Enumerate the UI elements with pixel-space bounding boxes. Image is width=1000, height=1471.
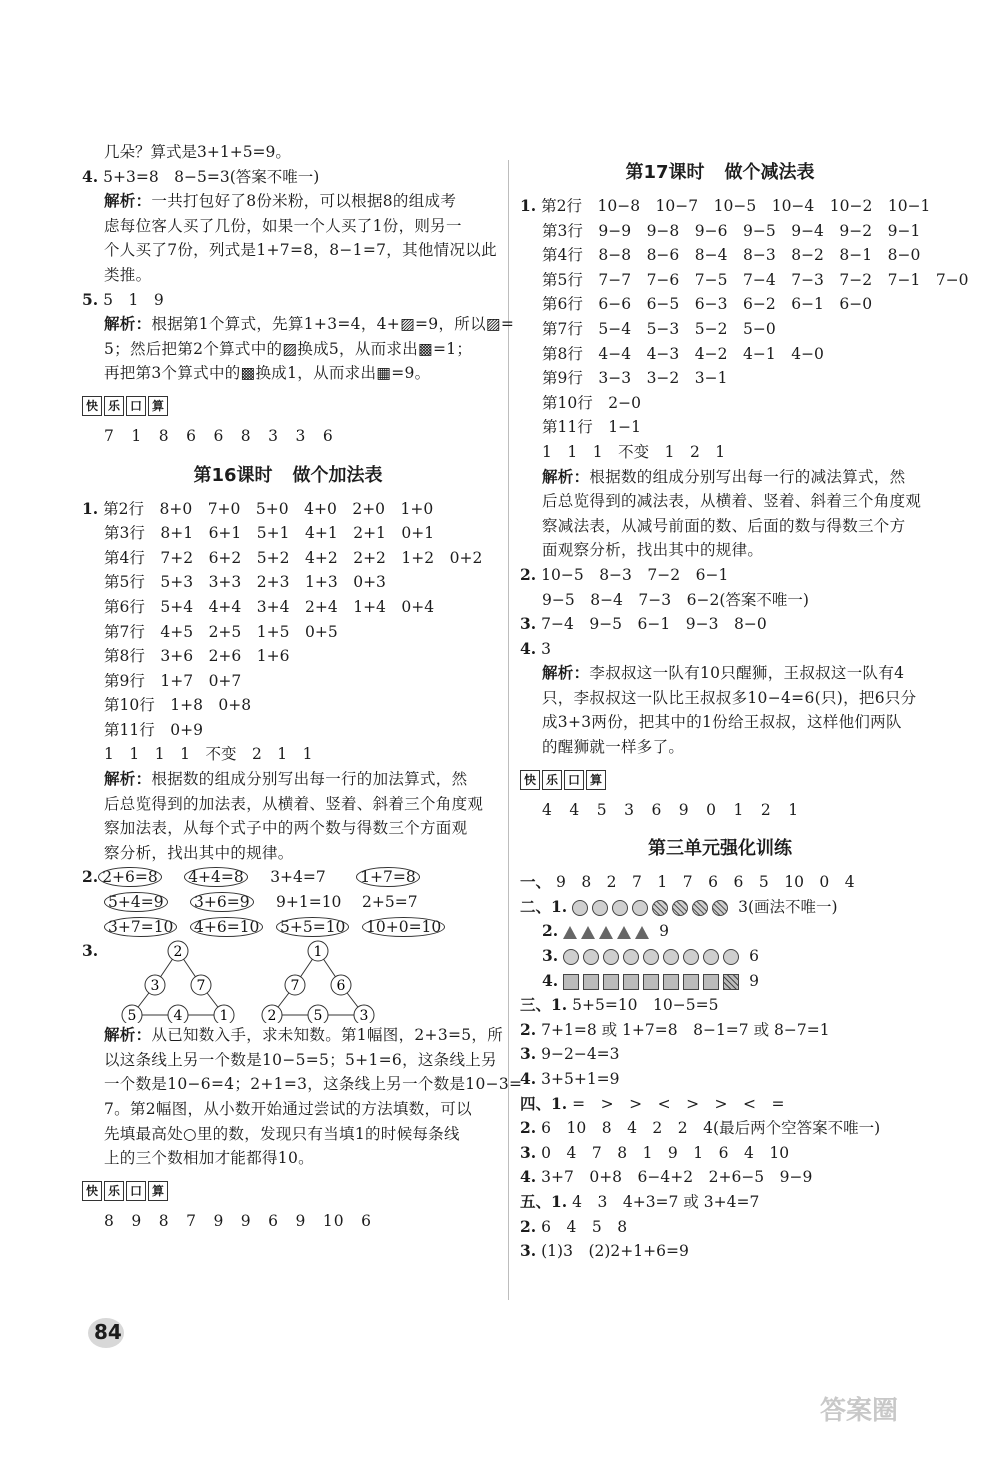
unit-answer-line: [520, 944, 920, 969]
label-char: 口: [126, 1181, 146, 1201]
analysis-label: 解析：: [542, 466, 590, 486]
question-number: 3.: [520, 1241, 537, 1261]
answer-text: = > > < > > < =: [572, 1094, 785, 1113]
equation-row: [82, 865, 494, 890]
left-column: [82, 140, 523, 1233]
analysis-line: 察分析，找出其中的规律。: [104, 843, 294, 862]
circle-shape: [703, 949, 719, 965]
table-row: 第3行 8+1 6+1 5+1 4+1 2+1 0+1: [104, 524, 435, 543]
square-shape: [683, 974, 699, 990]
circle-shape: [683, 949, 699, 965]
analysis-line: 虑每位客人买了几份，如果一个人买了1份，则另一: [104, 216, 462, 235]
answer-row: 1 1 1 1 不变 2 1 1: [104, 745, 313, 764]
question-number: 1.: [82, 498, 99, 518]
answer-text: 3+5+1=9: [541, 1070, 620, 1088]
kuaile-kousuan-label: [82, 1181, 494, 1205]
question-number: 4.: [520, 1167, 537, 1187]
unit-answer-line: [520, 969, 920, 994]
unit-answer-line: [520, 919, 920, 944]
answer-text: 7+1=8 或 1+7=8 8−1=7 或 8−7=1: [541, 1020, 830, 1039]
unit-answer-line: [520, 1239, 920, 1264]
unit-answer-line: [520, 870, 920, 895]
question-number: 三、1.: [520, 995, 568, 1015]
answer-text: 0 4 7 8 1 9 1 6 4 10: [541, 1143, 790, 1162]
answer-text: (1)3 (2)2+1+6=9: [541, 1242, 689, 1261]
analysis-line: 根据数的组成分别写出每一行的减法算式，然: [589, 467, 906, 486]
circle-shape: [643, 949, 659, 965]
analysis-line: 后总览得到的加法表，从横着、竖着、斜着三个角度观: [104, 794, 484, 813]
answer-text: 9: [749, 971, 759, 990]
equation: 9+1=10: [276, 893, 342, 912]
answer-text: 3: [541, 639, 551, 658]
answer-text: 10−5 8−3 7−2 6−1: [541, 565, 729, 584]
unit-answer-line: [520, 1042, 920, 1067]
answer-text: 6 10 8 4 2 2 4(最后两个空答案不唯一): [541, 1119, 881, 1138]
shape-drawing: [563, 974, 739, 990]
analysis-label: 解析：: [104, 314, 152, 334]
tree-node-number: 1: [219, 1008, 229, 1024]
circled-equation: 5+4=9: [104, 892, 168, 912]
number-triangle-diagrams: [104, 939, 484, 1023]
answer-text: 4 3 4+3=7 或 3+4=7: [572, 1192, 760, 1211]
circled-equation: 4+4=8: [184, 867, 248, 887]
analysis-line: 个人买了7份，列式是1+7=8，8−1=7，其他情况以此: [104, 241, 497, 260]
analysis-label: 解析：: [104, 191, 152, 211]
table-row: 第11行 1−1: [542, 418, 641, 437]
unit-answer-line: [520, 1018, 920, 1043]
square-shape: [723, 974, 739, 990]
circle-shape: [663, 949, 679, 965]
square-shape: [583, 974, 599, 990]
circled-equation: 10+0=10: [362, 917, 445, 937]
table-row: 第8行 4−4 4−3 4−2 4−1 4−0: [542, 344, 824, 363]
label-char: 算: [148, 1181, 168, 1201]
table-row: 第4行 8−8 8−6 8−4 8−3 8−2 8−1 8−0: [542, 246, 921, 265]
circle-shape: [623, 949, 639, 965]
analysis-line: 面观察分析，找出其中的规律。: [542, 541, 764, 560]
tree-node-number: 3: [150, 978, 160, 995]
equation-row: [82, 915, 494, 940]
analysis-line: 从已知数入手，求未知数。第1幅图，2+3=5，所: [151, 1026, 504, 1045]
table-row: 第9行 1+7 0+7: [104, 671, 242, 690]
analysis-block: [82, 767, 494, 865]
triangle-shape: [635, 926, 649, 939]
unit-answer-line: [520, 1116, 920, 1141]
unit-answer-line: [520, 1067, 920, 1092]
question-3-block: [82, 939, 494, 1023]
analysis-block: [520, 465, 920, 563]
equation: 3+4=7: [270, 868, 326, 887]
analysis-line: 7。第2幅图，从小数开始通过尝试的方法填数，可以: [104, 1100, 472, 1118]
analysis-line: 再把第3个算式中的▩换成1，从而求出▦=9。: [104, 364, 431, 383]
kousuan-answers: 4 4 5 3 6 9 0 1 2 1: [542, 800, 800, 819]
question-number: 4.: [520, 638, 537, 658]
question-number: 2.: [520, 1216, 537, 1236]
analysis-line: 类推。: [104, 265, 152, 284]
table-row: 第2行 10−8 10−7 10−5 10−4 10−2 10−1: [541, 197, 931, 215]
analysis-line: 一个数是10−6=4；2+1=3，这条线上另一个数是10−3=: [104, 1075, 523, 1094]
analysis-label: 解析：: [104, 769, 152, 789]
circle-shape: [612, 900, 628, 916]
circle-shape: [603, 949, 619, 965]
right-column: [520, 158, 969, 1264]
analysis-block: [82, 312, 515, 386]
tree-node-number: 1: [313, 944, 323, 961]
table-row: 第2行 8+0 7+0 5+0 4+0 2+0 1+0: [103, 499, 434, 518]
tree-node-number: 7: [196, 978, 206, 995]
question-number: 2.: [520, 1019, 537, 1039]
square-shape: [703, 974, 719, 990]
unit-training-answers: [520, 870, 920, 1264]
answer-text: 9−5 8−4 7−3 6−2(答案不唯一): [542, 590, 809, 609]
unit-answer-line: [520, 993, 920, 1018]
question-number: 四、1.: [520, 1093, 568, 1113]
analysis-line: 的醒狮就一样多了。: [542, 738, 685, 757]
tree-node-number: 3: [359, 1008, 369, 1024]
circle-shape: [652, 900, 668, 916]
question-number: 2.: [82, 867, 99, 887]
tree-node-number: 5: [313, 1008, 323, 1024]
tree-node-number: 6: [336, 978, 346, 995]
answer-text: 3+7 0+8 6−4+2 2+6−5 9−9: [541, 1168, 813, 1187]
label-char: 乐: [104, 396, 124, 416]
question-1-block: [82, 497, 494, 768]
answer-text: 9: [659, 922, 669, 941]
answer-text: 5+3=8 8−5=3(答案不唯一): [103, 167, 320, 186]
table-row: 第7行 5−4 5−3 5−2 5−0: [542, 319, 776, 338]
kuaile-kousuan-label: [82, 396, 494, 420]
label-char: 快: [520, 770, 540, 790]
question-number: 4.: [82, 166, 99, 186]
circled-equation: 2+6=8: [98, 867, 162, 887]
answer-text: 6: [749, 947, 759, 966]
label-char: 快: [82, 396, 102, 416]
question-number: 5.: [82, 289, 99, 309]
analysis-line: 只，李叔叔这一队比王叔叔多10−4=6(只)，把6只分: [542, 688, 917, 707]
question-number: 2.: [520, 1118, 537, 1138]
circled-equation: 5+5=10: [276, 917, 349, 937]
circled-equation: 4+6=10: [190, 917, 263, 937]
section-title: [520, 158, 920, 188]
analysis-line: 一共打包好了8份米粉，可以根据8的组成考: [151, 192, 457, 211]
shape-drawing: [563, 949, 739, 965]
shape-drawing: [572, 900, 728, 916]
triangle-shape: [581, 926, 595, 939]
analysis-line: 以这条线上另一个数是10−5=5；5+1=6，这条线上另: [104, 1050, 497, 1069]
analysis-block: [520, 661, 920, 759]
question-number: 3.: [542, 946, 559, 966]
analysis-line: 成3+3两份，把其中的1份给王叔叔，这样他们两队: [542, 713, 902, 732]
page-number: 84: [94, 1320, 122, 1344]
analysis-block: [82, 1023, 523, 1171]
answer-text: 7−4 9−5 6−1 9−3 8−0: [541, 615, 767, 634]
analysis-line: 根据数的组成分别写出每一行的加法算式，然: [151, 770, 468, 789]
lesson-name: 做个加法表: [292, 464, 383, 486]
analysis-line: 先填最高处○里的数，发现只有当填1的时候每条线: [104, 1124, 460, 1143]
label-char: 乐: [104, 1181, 124, 1201]
kousuan-answers: 7 1 8 6 6 8 3 3 6: [104, 426, 334, 445]
equation-row: [82, 890, 494, 915]
analysis-line: 察减法表，从减号前面的数、后面的数与得数三个方: [542, 516, 906, 535]
label-char: 快: [82, 1181, 102, 1201]
table-row: 第6行 6−6 6−5 6−3 6−2 6−1 6−0: [542, 295, 873, 314]
analysis-label: 解析：: [104, 1025, 152, 1045]
answer-text: 3(画法不唯一): [738, 897, 838, 916]
section-title: [82, 461, 494, 491]
question-number: 2.: [542, 921, 559, 941]
watermark: 答案圈: [820, 1396, 899, 1426]
question-2-block: [82, 865, 494, 939]
label-char: 口: [126, 396, 146, 416]
circle-shape: [632, 900, 648, 916]
unit-answer-line: [520, 1141, 920, 1166]
question-number: 五、1.: [520, 1191, 568, 1211]
answer-text: 9−2−4=3: [541, 1045, 620, 1064]
triangle-shape: [599, 926, 613, 939]
question-1-block: [520, 194, 969, 465]
analysis-line: 5；然后把第2个算式中的▨换成5，从而求出▩=1；: [104, 339, 473, 358]
label-char: 乐: [542, 770, 562, 790]
analysis-line: 根据第1个算式，先算1+3=4，4+▨=9，所以▨=: [151, 315, 515, 334]
tree-node-number: 2: [173, 944, 183, 961]
circle-shape: [712, 900, 728, 916]
text-line: 几朵？算式是3+1+5=9。: [104, 143, 291, 161]
question-number: 3.: [520, 1044, 537, 1064]
question-number: 3.: [520, 614, 537, 634]
question-number: 2.: [520, 564, 537, 584]
table-row: 第11行 0+9: [104, 720, 203, 739]
circle-shape: [572, 900, 588, 916]
table-row: 第10行 2−0: [542, 393, 641, 412]
table-row: 第4行 7+2 6+2 5+2 4+2 2+2 1+2 0+2: [104, 548, 483, 567]
lesson-number: 第16课时: [193, 464, 273, 486]
analysis-block: [82, 189, 497, 287]
unit-answer-line: [520, 1190, 920, 1215]
question-number: 一、: [520, 872, 552, 892]
answer-text: 6 4 5 8: [541, 1217, 628, 1236]
triangle-shape: [563, 926, 577, 939]
tree-node-number: 7: [290, 978, 300, 995]
circle-shape: [672, 900, 688, 916]
analysis-label: 解析：: [542, 663, 590, 683]
circle-shape: [592, 900, 608, 916]
lesson-name: 做个减法表: [724, 162, 815, 183]
unit-answer-line: [520, 1165, 920, 1190]
section-title: 第三单元强化训练: [648, 838, 792, 860]
table-row: 第9行 3−3 3−2 3−1: [542, 369, 728, 388]
analysis-line: 李叔叔这一队有10只醒狮，王叔叔这一队有4: [589, 664, 905, 683]
question-number: 二、1.: [520, 896, 568, 916]
unit-answer-line: [520, 1215, 920, 1240]
shape-drawing: [563, 926, 649, 939]
square-shape: [563, 974, 579, 990]
table-row: 第5行 7−7 7−6 7−5 7−4 7−3 7−2 7−1 7−0: [542, 270, 969, 289]
question-number: 4.: [542, 970, 559, 990]
circled-equation: 3+7=10: [104, 917, 177, 937]
circle-shape: [563, 949, 579, 965]
table-row: 第5行 5+3 3+3 2+3 1+3 0+3: [104, 573, 386, 592]
question-number: 3.: [520, 1142, 537, 1162]
equation: 2+5=7: [362, 893, 418, 912]
lesson-number: 第17课时: [625, 162, 705, 183]
circled-equation: 1+7=8: [356, 867, 420, 887]
tree-node-number: 4: [173, 1008, 183, 1024]
circle-shape: [723, 949, 739, 965]
unit-answer-line: [520, 1092, 920, 1117]
unit-answer-line: [520, 895, 920, 920]
square-shape: [663, 974, 679, 990]
circle-shape: [583, 949, 599, 965]
table-row: 第7行 4+5 2+5 1+5 0+5: [104, 622, 338, 641]
table-row: 第8行 3+6 2+6 1+6: [104, 647, 290, 666]
square-shape: [623, 974, 639, 990]
question-number: 3.: [82, 941, 99, 961]
label-char: 算: [586, 770, 606, 790]
kuaile-kousuan-label: [520, 770, 920, 794]
answer-row: 1 1 1 不变 1 2 1: [542, 442, 726, 461]
table-row: 第6行 5+4 4+4 3+4 2+4 1+4 0+4: [104, 597, 435, 616]
label-char: 算: [148, 396, 168, 416]
tree-node-number: 2: [267, 1008, 277, 1024]
answer-text: 9 8 2 7 1 7 6 6 5 10 0 4: [555, 873, 855, 892]
table-row: 第10行 1+8 0+8: [104, 696, 252, 715]
answer-text: 5 1 9: [103, 290, 164, 309]
table-row: 第3行 9−9 9−8 9−6 9−5 9−4 9−2 9−1: [542, 221, 921, 240]
circle-shape: [692, 900, 708, 916]
circled-equation: 3+6=9: [190, 892, 254, 912]
question-number: 4.: [520, 1069, 537, 1088]
label-char: 口: [564, 770, 584, 790]
analysis-line: 察加法表，从每个式子中的两个数与得数三个方面观: [104, 819, 468, 838]
tree-node-number: 5: [127, 1008, 137, 1024]
triangle-shape: [617, 926, 631, 939]
kousuan-answers: 8 9 8 7 9 9 6 9 10 6: [104, 1211, 372, 1230]
square-shape: [603, 974, 619, 990]
analysis-line: 后总览得到的减法表，从横着、竖着、斜着三个角度观: [542, 492, 922, 511]
question-number: 1.: [520, 196, 537, 215]
answer-text: 5+5=10 10−5=5: [572, 996, 719, 1015]
analysis-line: 上的三个数相加才能都得10。: [104, 1149, 314, 1168]
square-shape: [643, 974, 659, 990]
